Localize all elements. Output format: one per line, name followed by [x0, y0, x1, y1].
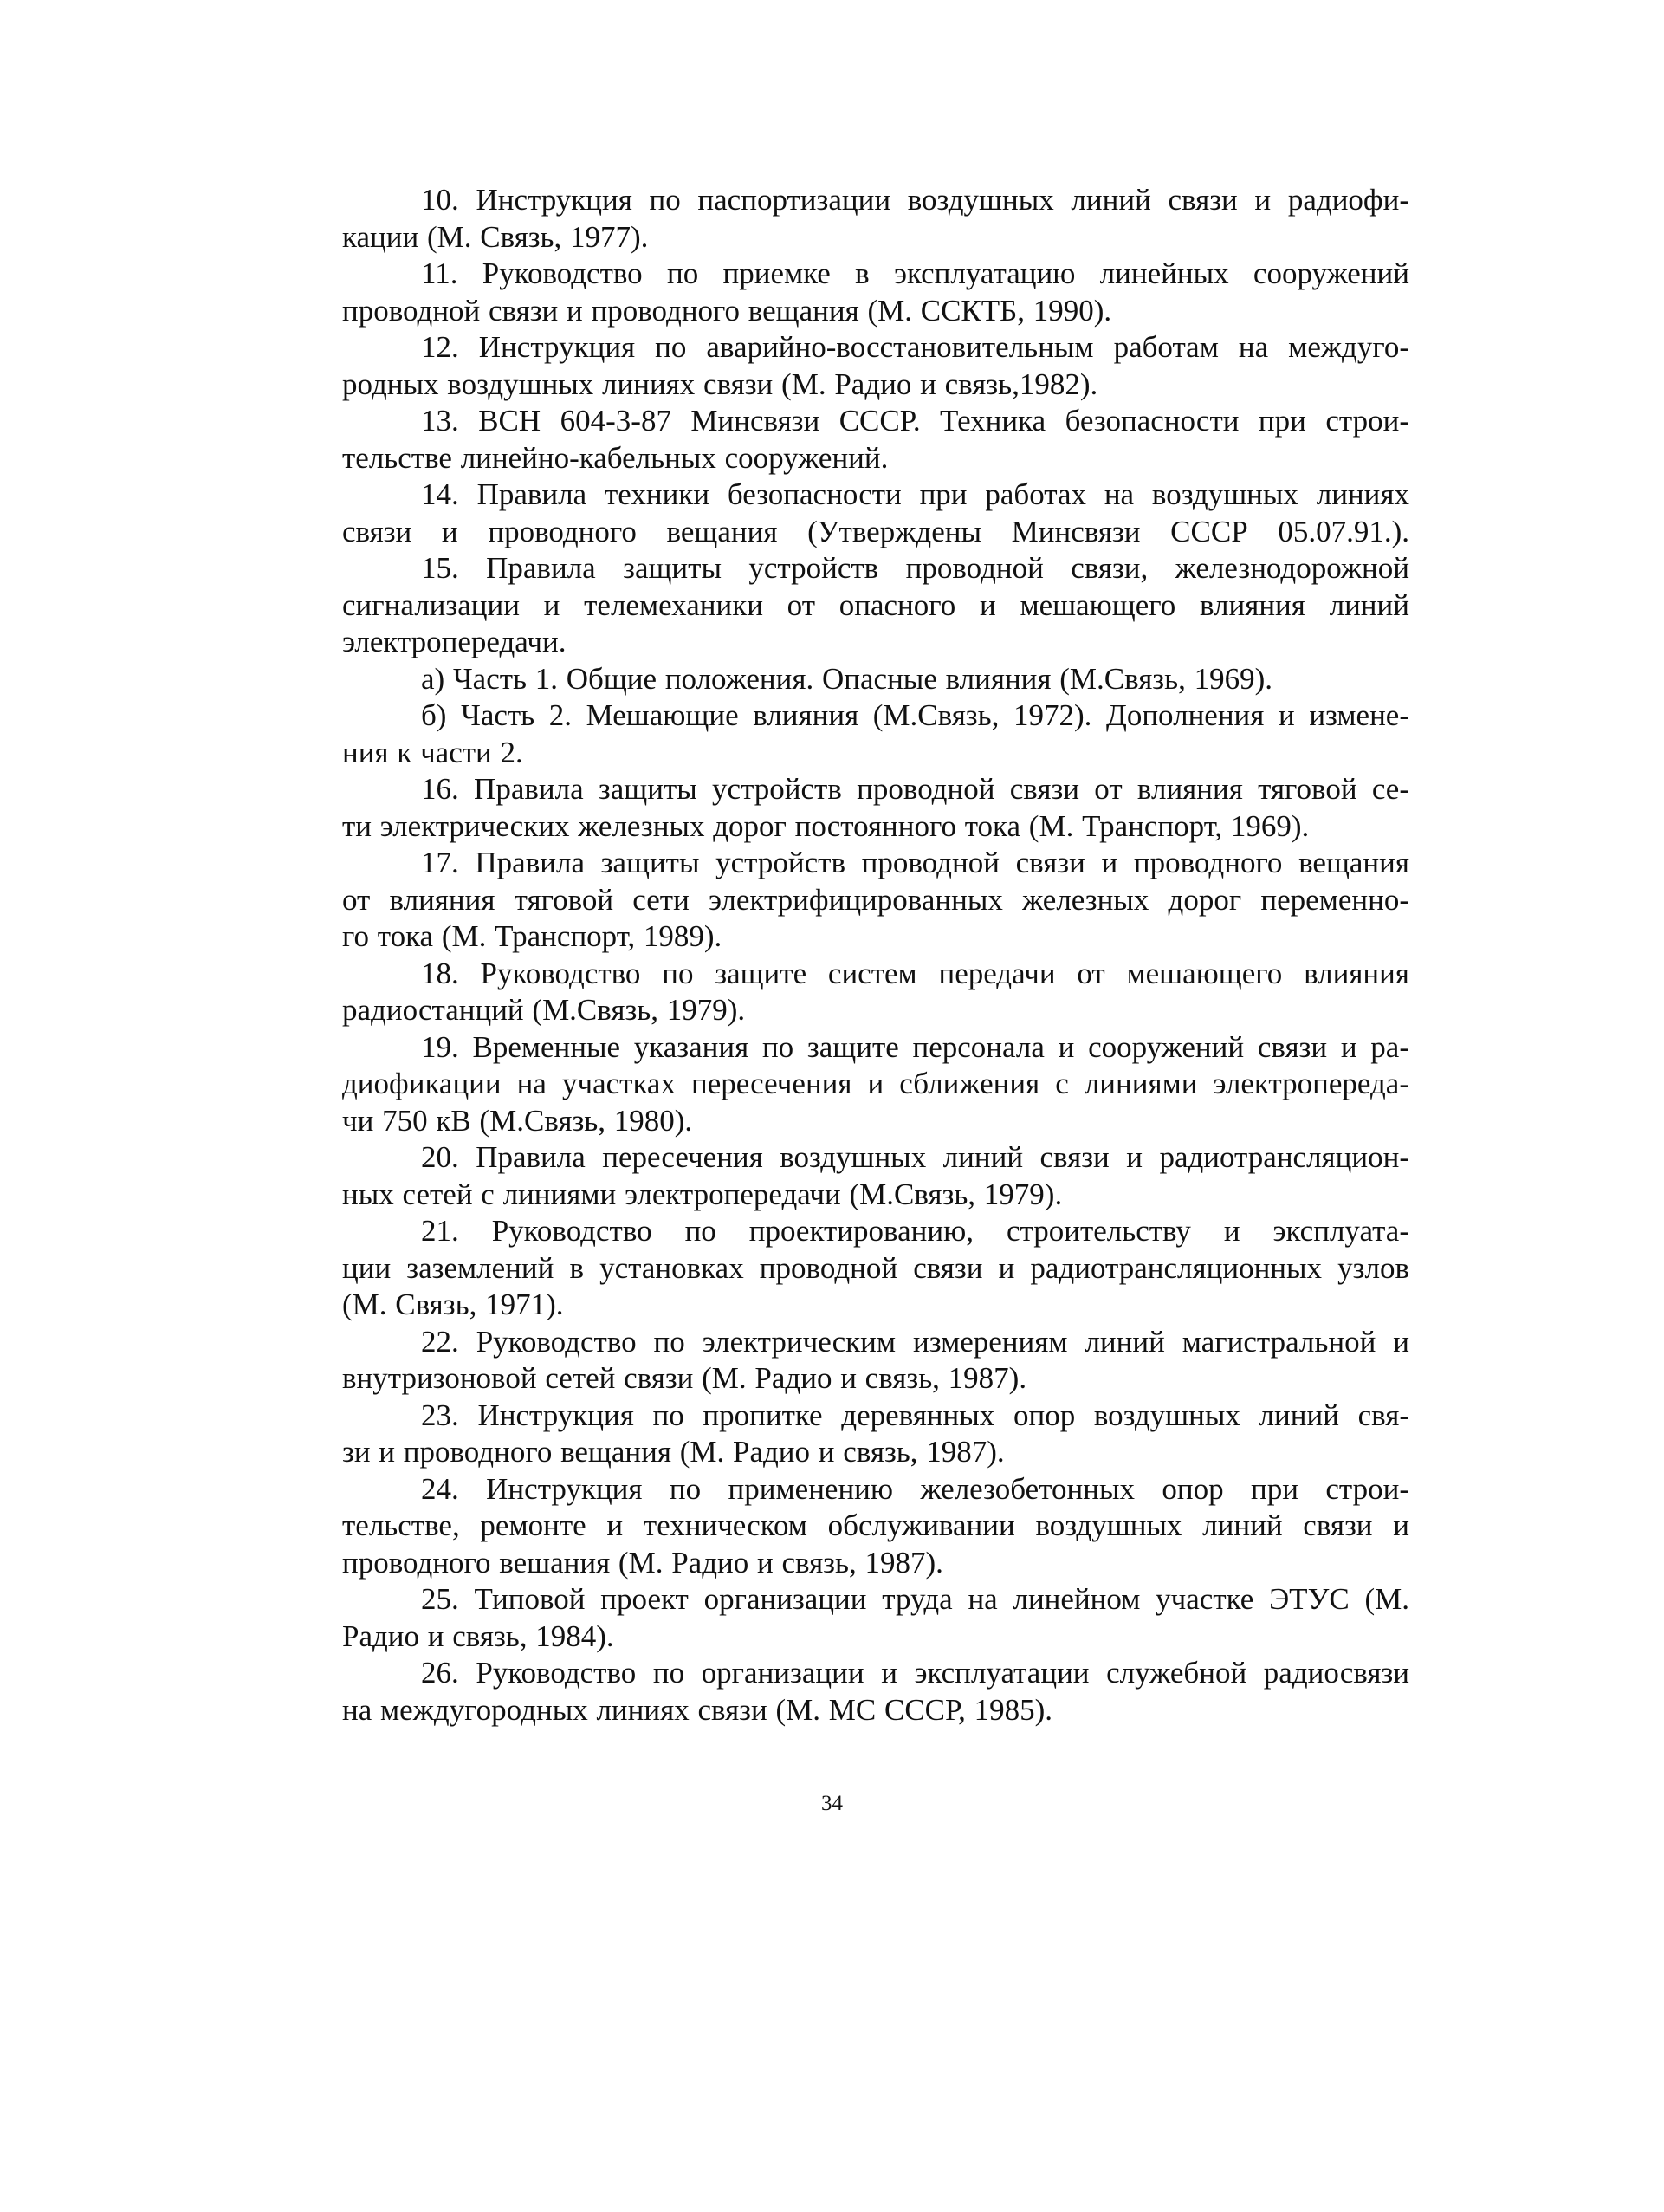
reference-line: 22. Руководство по электрическим измерениям линий магистральной и: [421, 1324, 1409, 1359]
reference-line: ти электрических железных дорог постоянного тока (М. Транспорт, 1969).: [342, 808, 1310, 843]
reference-line: электропередачи.: [342, 625, 567, 658]
reference-line: 15. Правила защиты устройств проводной связи, железнодорожной: [421, 551, 1409, 585]
reference-line: 25. Типовой проект организации труда на линейном участке ЭТУС (М.: [421, 1582, 1409, 1616]
reference-line: 16. Правила защиты устройств проводной связи от влияния тяговой се-: [421, 772, 1409, 806]
reference-item: [342, 1139, 1409, 1213]
reference-line: 24. Инструкция по применению железобетонных опор при строи-: [421, 1471, 1409, 1506]
reference-line: на междугородных линиях связи (М. МС СССР, 1985).: [342, 1692, 1052, 1727]
reference-item: [342, 329, 1409, 403]
reference-item: [342, 182, 1409, 256]
reference-line: го тока (М. Транспорт, 1989).: [342, 919, 722, 953]
reference-line: 18. Руководство по защите систем передачи от мешающего влияния: [421, 956, 1409, 990]
reference-line: от влияния тяговой сети электрифицированных железных дорог переменно-: [342, 882, 1409, 917]
reference-line: внутризоновой сетей связи (М. Радио и связь, 1987).: [342, 1361, 1027, 1395]
reference-item: [342, 1213, 1409, 1324]
reference-item: [342, 1471, 1409, 1582]
reference-line: сигнализации и телемеханики от опасного и мешающего влияния линий: [342, 587, 1409, 622]
reference-line: кации (М. Связь, 1977).: [342, 219, 649, 254]
page-number: 34: [821, 1792, 843, 1815]
reference-line: 13. ВСН 604-3-87 Минсвязи СССР. Техника безопасности при строи-: [421, 404, 1409, 438]
reference-line: проводного вешания (М. Радио и связь, 1987).: [342, 1545, 943, 1580]
reference-item: [342, 845, 1409, 956]
reference-item: [342, 550, 1409, 661]
reference-line: тельстве линейно-кабельных сооружений.: [342, 440, 889, 475]
reference-line: а) Часть 1. Общие положения. Опасные влияния (М.Связь, 1969).: [421, 661, 1272, 696]
reference-line: 20. Правила пересечения воздушных линий связи и радиотрансляцион-: [421, 1140, 1409, 1174]
reference-line: ции заземлений в установках проводной связи и радиотрансляционных узлов: [342, 1250, 1409, 1285]
reference-item: [342, 256, 1409, 329]
reference-line: родных воздушных линиях связи (М. Радио и связь,1982).: [342, 367, 1098, 401]
reference-line: ния к части 2.: [342, 735, 523, 769]
reference-line: 14. Правила техники безопасности при работах на воздушных линиях: [421, 477, 1409, 511]
reference-item: [342, 1324, 1409, 1398]
reference-line: б) Часть 2. Мешающие влияния (М.Связь, 1972). Дополнения и измене-: [421, 698, 1409, 732]
reference-line: 21. Руководство по проектированию, строительству и эксплуата-: [421, 1214, 1409, 1248]
document-body: [342, 182, 1409, 1729]
reference-item: [342, 661, 1409, 698]
reference-item: [342, 1398, 1409, 1471]
reference-line: 26. Руководство по организации и эксплуатации служебной радиосвязи: [421, 1656, 1409, 1690]
reference-line: диофикации на участках пересечения и сближения с линиями электропереда-: [342, 1067, 1409, 1100]
reference-item: [342, 697, 1409, 771]
reference-item: [342, 477, 1409, 550]
reference-line: тельстве, ремонте и техническом обслуживании воздушных линий связи и: [342, 1508, 1409, 1542]
reference-item: [342, 1655, 1409, 1729]
reference-line: 19. Временные указания по защите персонала и сооружений связи и ра-: [421, 1029, 1409, 1064]
reference-line: 12. Инструкция по аварийно-восстановительным работам на междуго-: [421, 330, 1409, 364]
reference-line: 17. Правила защиты устройств проводной связи и проводного вещания: [421, 846, 1409, 879]
reference-line: Радио и связь, 1984).: [342, 1618, 614, 1653]
reference-line: 11. Руководство по приемке в эксплуатацию линейных сооружений: [421, 256, 1409, 290]
reference-line: радиостанций (М.Связь, 1979).: [342, 993, 746, 1027]
reference-line: ных сетей с линиями электропередачи (М.Связь, 1979).: [342, 1177, 1063, 1211]
reference-item: [342, 1029, 1409, 1140]
reference-line: 10. Инструкция по паспортизации воздушных линий связи и радиофи-: [421, 183, 1409, 217]
reference-line: чи 750 кВ (М.Связь, 1980).: [342, 1103, 693, 1138]
reference-item: [342, 1581, 1409, 1655]
reference-line: 23. Инструкция по пропитке деревянных опор воздушных линий свя-: [421, 1398, 1409, 1432]
reference-line: зи и проводного вещания (М. Радио и связь, 1987).: [342, 1435, 1005, 1469]
reference-line: связи и проводного вещания (Утверждены Минсвязи СССР 05.07.91.).: [342, 514, 1409, 548]
reference-line: проводной связи и проводного вещания (М. ССКТБ, 1990).: [342, 293, 1112, 328]
reference-item: [342, 771, 1409, 845]
reference-item: [342, 956, 1409, 1029]
reference-line: (М. Связь, 1971).: [342, 1288, 564, 1321]
reference-item: [342, 403, 1409, 477]
